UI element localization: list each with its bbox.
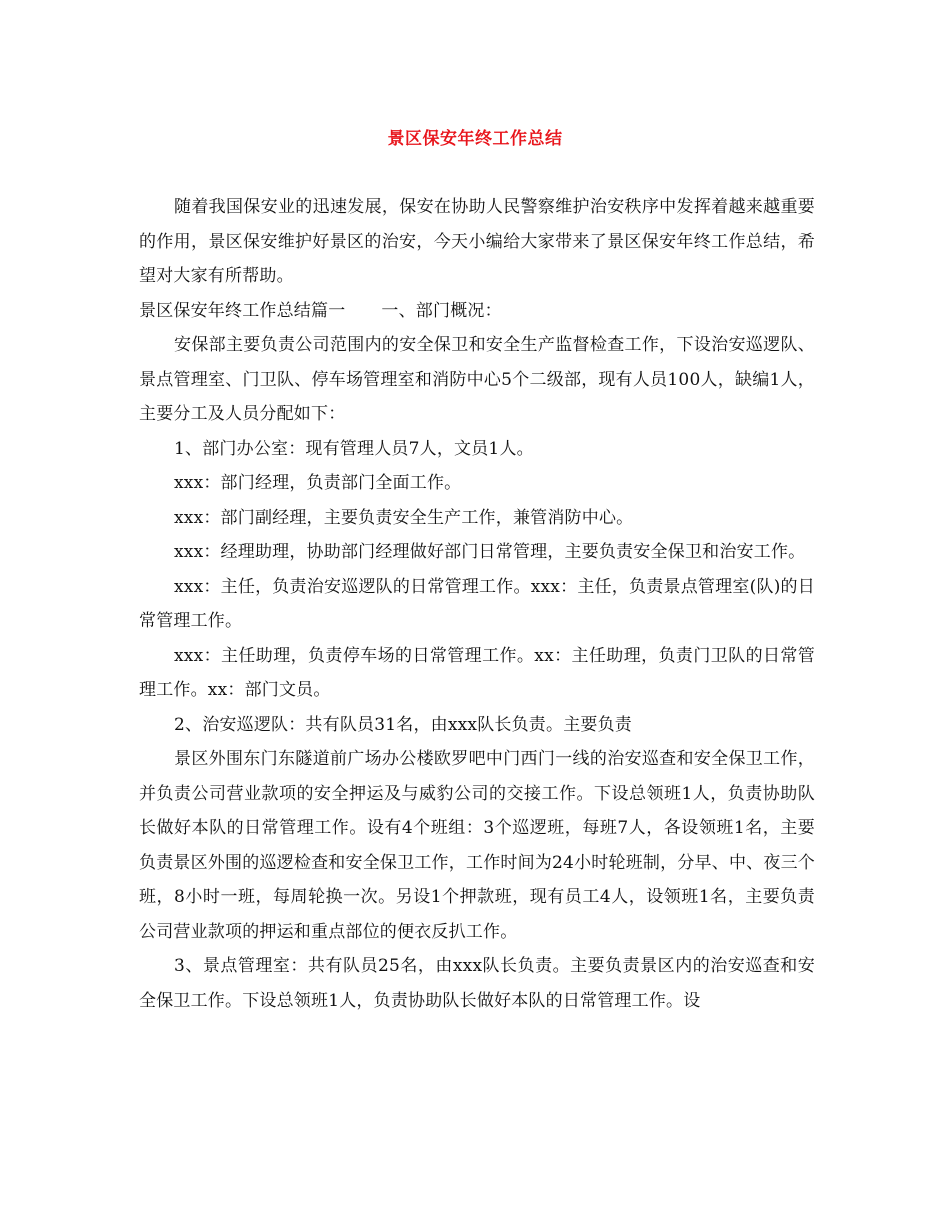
body-paragraph: 2、治安巡逻队：共有队员31名，由xxx队长负责。主要负责 bbox=[174, 714, 633, 735]
body-paragraph: 3、景点管理室：共有队员25名，由xxx队长负责。主要负责景区内的治安巡查和安全保卫工作。下设总领班1人，负责协助队长做好本队的日常管理工作。设 bbox=[139, 956, 815, 1011]
body-paragraph: 1、部门办公室：现有管理人员7人，文员1人。 bbox=[174, 438, 534, 459]
section-heading-subtitle: 一、部门概况： bbox=[381, 300, 502, 321]
body-paragraph: 景区外围东门东隧道前广场办公楼欧罗吧中门西门一线的治安巡查和安全保卫工作，并负责公司营业款项的安全押运及与威豹公司的交接工作。下设总领班1人，负责协助队长做好本队的日常管理工作。设有4个班组：3个巡逻班，每班7人，各设领班1名，主要负责景区外围的巡逻检查和安全保卫工作，工作时间为24小时轮班制，分早、中、夜三个班，8小时一班，每周轮换一次。另设1个押款班，现有员工4人，设领班1名，主要负责公司营业款项的押运和重点部位的便衣反扒工作。 bbox=[139, 749, 815, 942]
body-paragraph: xxx：主任，负责治安巡逻队的日常管理工作。xxx：主任，负责景点管理室(队)的日常管理工作。 bbox=[139, 576, 815, 631]
body-paragraph: xxx：主任助理，负责停车场的日常管理工作。xx：主任助理，负责门卫队的日常管理工作。xx：部门文员。 bbox=[139, 645, 815, 700]
body-paragraph: 安保部主要负责公司范围内的安全保卫和安全生产监督检查工作，下设治安巡逻队、景点管理室、门卫队、停车场管理室和消防中心5个二级部，现有人员100人，缺编1人，主要分工及人员分配如下： bbox=[139, 335, 815, 424]
body-paragraph: xxx：经理助理，协助部门经理做好部门日常管理，主要负责安全保卫和治安工作。 bbox=[174, 542, 806, 562]
document-body bbox=[139, 190, 815, 1018]
document-title: 景区保安年终工作总结 bbox=[387, 129, 563, 149]
body-paragraph: xxx：部门副经理，主要负责安全生产工作，兼管消防中心。 bbox=[174, 507, 634, 528]
section-heading bbox=[139, 294, 815, 329]
section-heading-title: 景区保安年终工作总结篇一 bbox=[139, 300, 346, 321]
intro-paragraph: 随着我国保安业的迅速发展，保安在协助人民警察维护治安秩序中发挥着越来越重要的作用，景区保安维护好景区的治安，今天小编给大家带来了景区保安年终工作总结，希望对大家有所帮助。 bbox=[139, 197, 815, 286]
body-paragraph: xxx：部门经理，负责部门全面工作。 bbox=[174, 473, 462, 493]
